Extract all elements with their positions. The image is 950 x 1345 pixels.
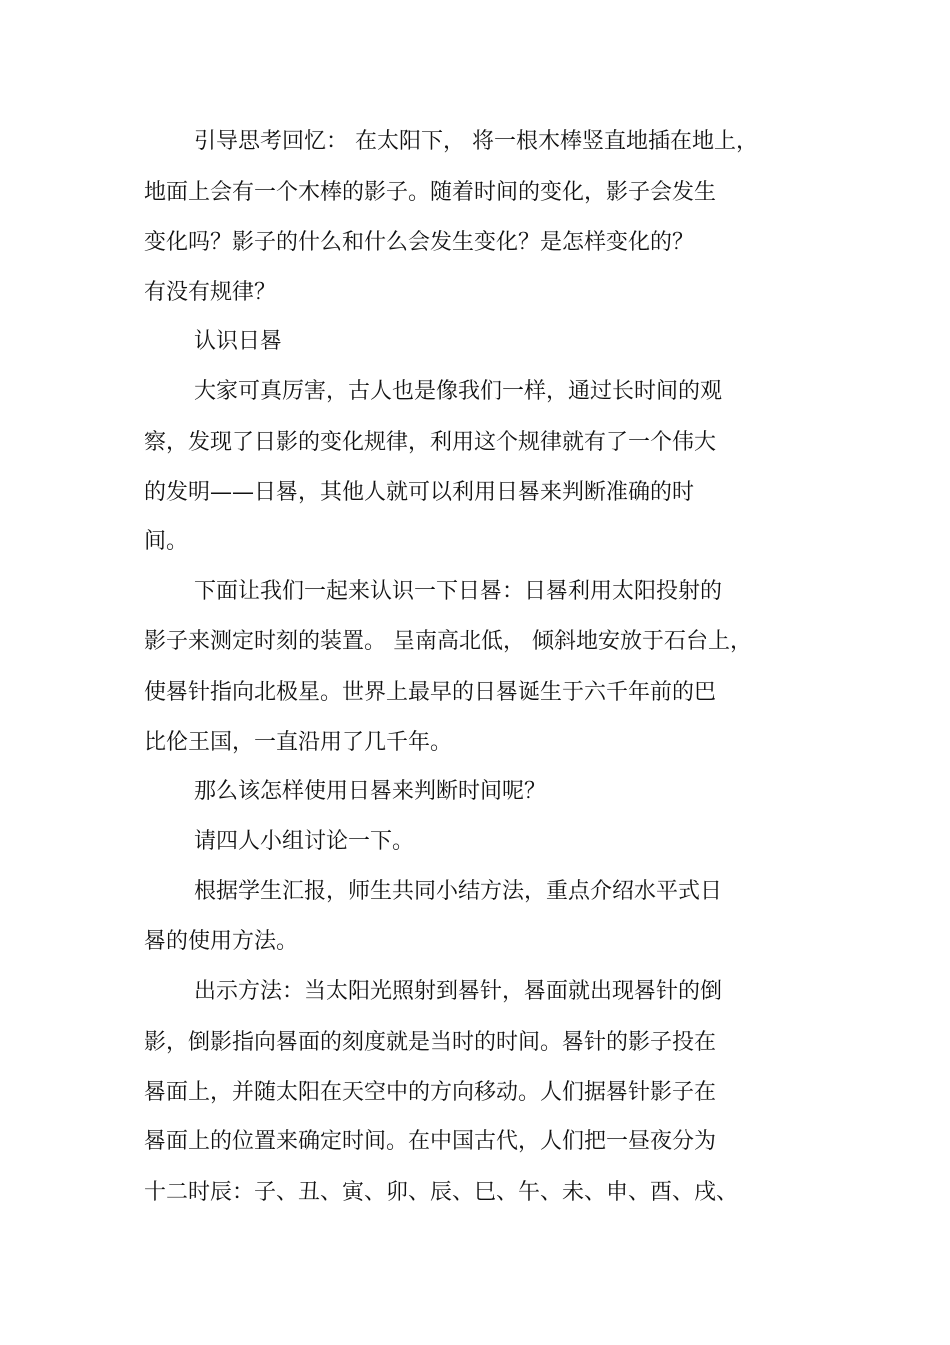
text-line: 大家可真厉害，古人也是像我们一样，通过长时间的观: [194, 379, 723, 404]
text-line: 的发明——日晷，其他人就可以利用日晷来判断准确的时: [144, 480, 695, 505]
text-line: 变化吗？影子的什么和什么会发生变化？是怎样变化的？: [144, 230, 695, 255]
text-line: 影子来测定时刻的装置。 呈南高北低， 倾斜地安放于石台上，: [144, 629, 752, 654]
text-line: 使晷针指向北极星。世界上最早的日晷诞生于六千年前的巴: [144, 680, 717, 705]
section-heading: 认识日晷: [194, 329, 283, 354]
text-line: 晷面上的位置来确定时间。在中国古代，人们把一昼夜分为: [144, 1129, 717, 1154]
text-line: 影，倒影指向晷面的刻度就是当时的时间。晷针的影子投在: [144, 1030, 717, 1055]
text-line: 请四人小组讨论一下。: [194, 829, 415, 854]
text-line: 地面上会有一个木棒的影子。随着时间的变化，影子会发生: [144, 180, 717, 205]
text-line: 引导思考回忆： 在太阳下， 将一根木棒竖直地插在地上，: [194, 129, 758, 154]
text-line: 那么该怎样使用日晷来判断时间呢？: [194, 779, 547, 804]
text-line: 出示方法：当太阳光照射到晷针，晷面就出现晷针的倒: [194, 979, 723, 1004]
text-line: 晷的使用方法。: [144, 929, 299, 954]
text-line: 下面让我们一起来认识一下日晷：日晷利用太阳投射的: [194, 579, 723, 604]
text-line: 根据学生汇报，师生共同小结方法，重点介绍水平式日: [194, 879, 723, 904]
text-line: 察，发现了日影的变化规律，利用这个规律就有了一个伟大: [144, 430, 717, 455]
text-line: 间。: [144, 529, 189, 554]
text-line: 十二时辰：子、丑、寅、卯、辰、巳、午、未、申、酉、戌、: [144, 1180, 739, 1205]
text-line: 比伦王国，一直沿用了几千年。: [144, 730, 453, 755]
text-line: 晷面上，并随太阳在天空中的方向移动。人们据晷针影子在: [144, 1080, 717, 1105]
text-line: 有没有规律？: [144, 280, 277, 305]
